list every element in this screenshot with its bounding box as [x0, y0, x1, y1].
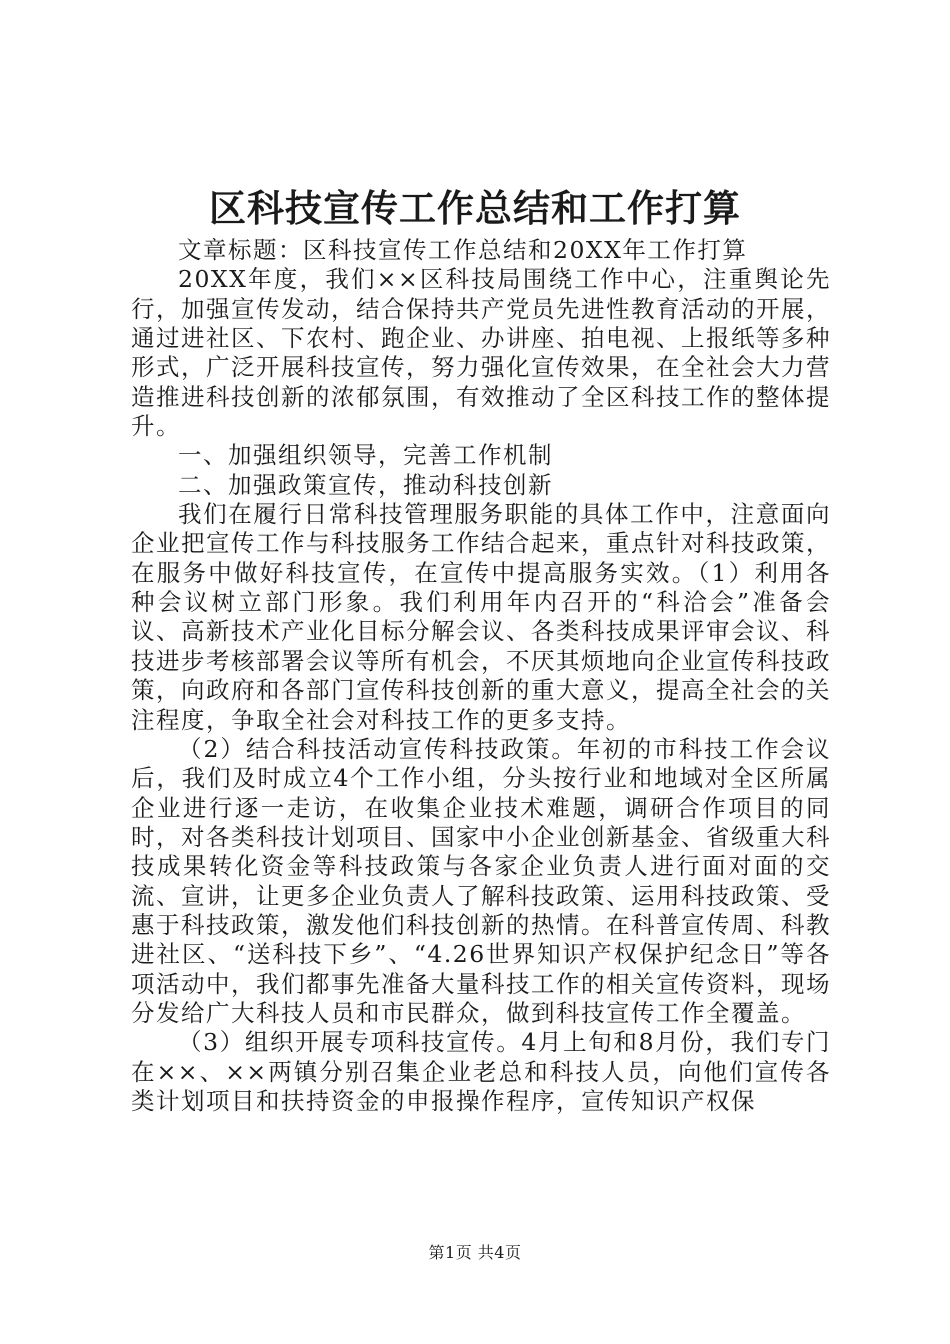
- section-heading-1: 一、加强组织领导，完善工作机制: [178, 441, 553, 470]
- body-paragraph-3: （3）组织开展专项科技宣传。4月上旬和8月份，我们专门在××、××两镇分别召集企业老总和科技人员，向他们宣传各类计划项目和扶持资金的申报操作程序，宣传知识产权保: [131, 1028, 831, 1115]
- body-paragraph-1: 我们在履行日常科技管理服务职能的具体工作中，注意面向企业把宣传工作与科技服务工作结合起来，重点针对科技政策，在服务中做好科技宣传，在宣传中提高服务实效。（1）利用各种会议树立部门形象。我们利用年内召开的“科洽会”准备会议、高新技术产业化目标分解会议、各类科技成果评审会议、科技进步考核部署会议等所有机会，不厌其烦地向企业宣传科技政策，向政府和各部门宣传科技创新的重大意义，提高全社会的关注程度，争取全社会对科技工作的更多支持。: [131, 500, 831, 734]
- page-number-footer: 第1页 共4页: [428, 1243, 522, 1262]
- body-paragraph-2: （2）结合科技活动宣传科技政策。年初的市科技工作会议后，我们及时成立4个工作小组，分头按行业和地域对全区所属企业进行逐一走访，在收集企业技术难题，调研合作项目的同时，对各类科技计划项目、国家中小企业创新基金、省级重大科技成果转化资金等科技政策与各家企业负责人进行面对面的交流、宣讲，让更多企业负责人了解科技政策、运用科技政策、受惠于科技政策，激发他们科技创新的热情。在科普宣传周、科教进社区、“送科技下乡”、“4.26世界知识产权保护纪念日”等各项活动中，我们都事先准备大量科技工作的相关宣传资料，现场分发给广大科技人员和市民群众，做到科技宣传工作全覆盖。: [131, 734, 831, 1027]
- section-heading-2: 二、加强政策宣传，推动科技创新: [178, 470, 553, 499]
- document-body: [131, 236, 831, 1116]
- intro-paragraph: 20XX年度，我们××区科技局围绕工作中心，注重舆论先行，加强宣传发动，结合保持共产党员先进性教育活动的开展，通过进社区、下农村、跑企业、办讲座、拍电视、上报纸等多种形式，广泛开展科技宣传，努力强化宣传效果，在全社会大力营造推进科技创新的浓郁氛围，有效推动了全区科技工作的整体提升。: [131, 265, 831, 441]
- document-title: 区科技宣传工作总结和工作打算: [209, 186, 741, 230]
- article-title-line: 文章标题：区科技宣传工作总结和20XX年工作打算: [178, 236, 748, 264]
